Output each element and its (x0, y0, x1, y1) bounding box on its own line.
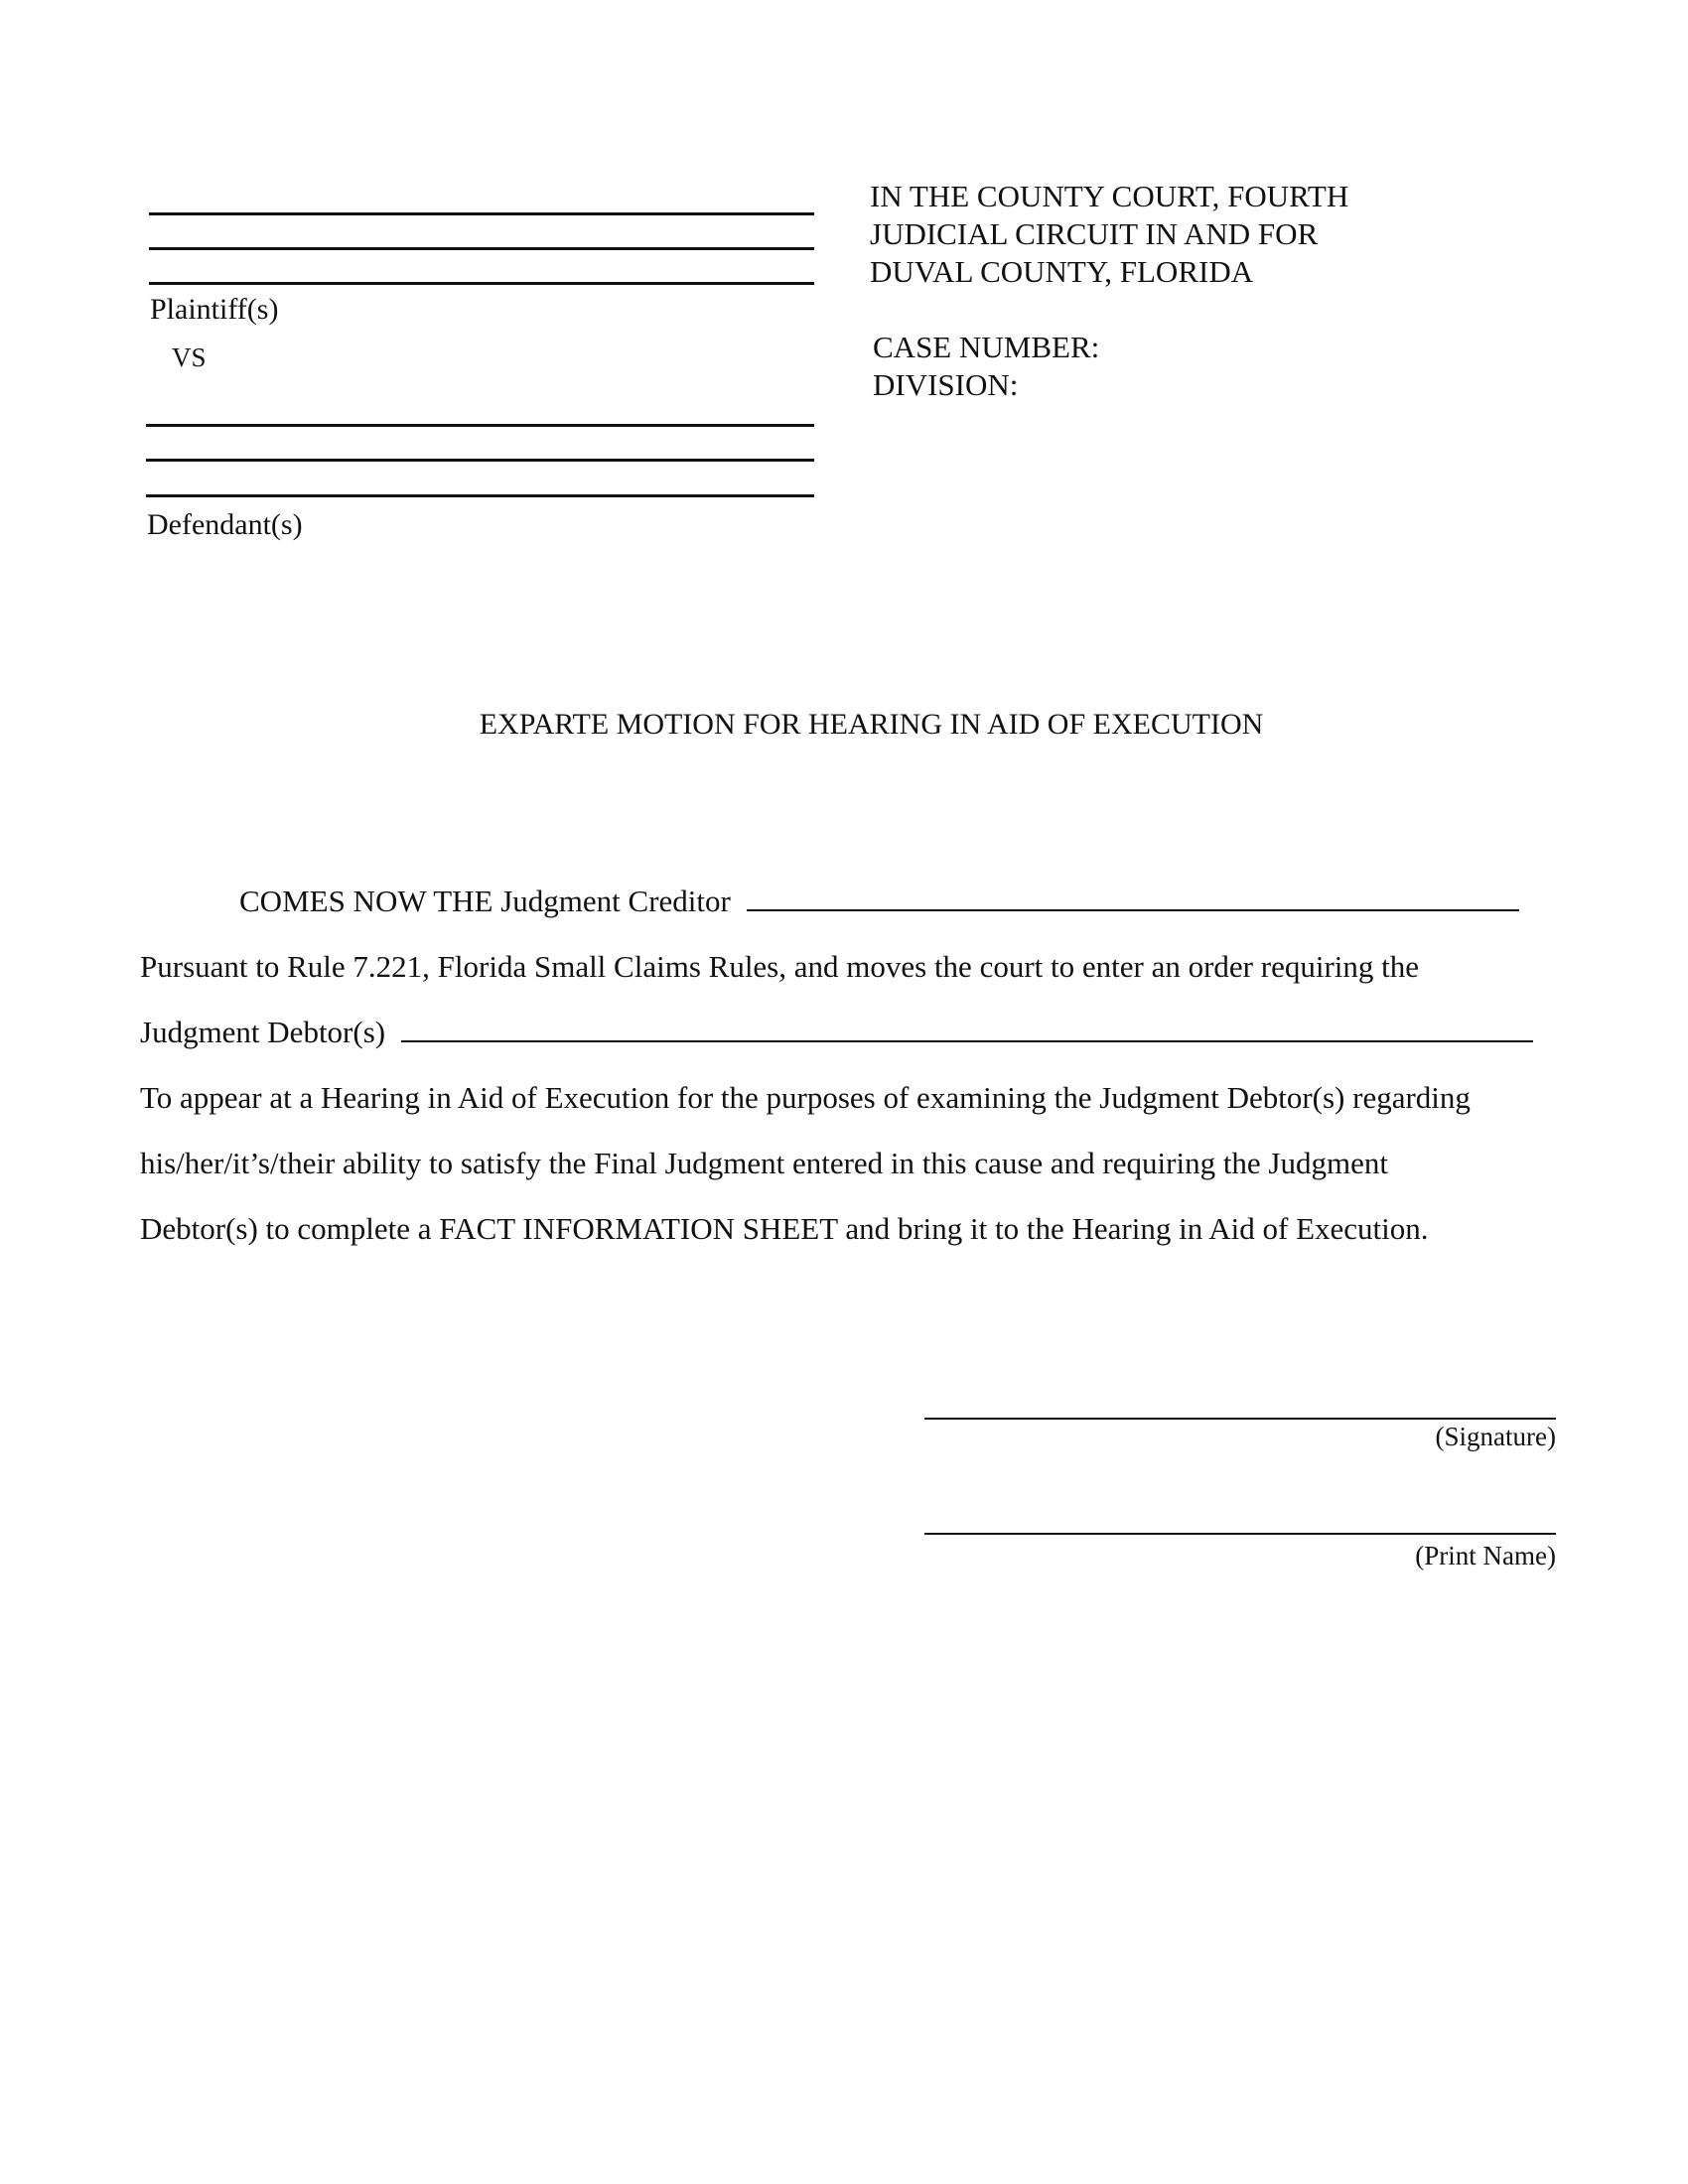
body-line-5: his/her/it’s/their ability to satisfy the Final Judgment entered in this cause and requiring the Judgment (140, 1146, 1388, 1180)
judgment-creditor-text: COMES NOW THE Judgment Creditor (239, 884, 731, 918)
document-title: EXPARTE MOTION FOR HEARING IN AID OF EXECUTION (479, 708, 1264, 741)
plaintiff-line-2[interactable] (149, 247, 814, 250)
defendant-line-1[interactable] (146, 424, 814, 427)
print-name-line[interactable] (924, 1533, 1556, 1535)
defendant-label: Defendant(s) (147, 508, 303, 541)
body-line-3 (140, 1013, 1533, 1052)
case-number-label: CASE NUMBER: (873, 330, 1100, 364)
plaintiff-line-1[interactable] (149, 212, 814, 215)
body-line-2: Pursuant to Rule 7.221, Florida Small Claims Rules, and moves the court to enter an order requiring the (140, 949, 1419, 984)
judgment-debtor-text: Judgment Debtor(s) (140, 1015, 386, 1049)
judgment-creditor-field[interactable] (747, 884, 1519, 911)
defendant-line-2[interactable] (146, 459, 814, 462)
court-heading-line-2: JUDICIAL CIRCUIT IN AND FOR (870, 216, 1319, 251)
court-heading-line-3: DUVAL COUNTY, FLORIDA (870, 254, 1254, 289)
print-name-caption: (Print Name) (1415, 1541, 1556, 1570)
judgment-debtor-field[interactable] (401, 1015, 1533, 1042)
defendant-line-3[interactable] (146, 494, 814, 497)
body-line-4: To appear at a Hearing in Aid of Execution for the purposes of examining the Judgment Debtor(s) regarding (140, 1080, 1471, 1115)
court-heading-line-1: IN THE COUNTY COURT, FOURTH (870, 179, 1349, 213)
body-line-1 (239, 882, 1519, 921)
signature-line[interactable] (924, 1418, 1556, 1420)
plaintiff-line-3[interactable] (149, 282, 814, 285)
division-label: DIVISION: (873, 367, 1019, 402)
versus-label: VS (172, 342, 207, 372)
signature-caption: (Signature) (1435, 1422, 1556, 1451)
body-line-6: Debtor(s) to complete a FACT INFORMATION SHEET and bring it to the Hearing in Aid of Execution. (140, 1211, 1429, 1246)
plaintiff-label: Plaintiff(s) (150, 293, 279, 326)
